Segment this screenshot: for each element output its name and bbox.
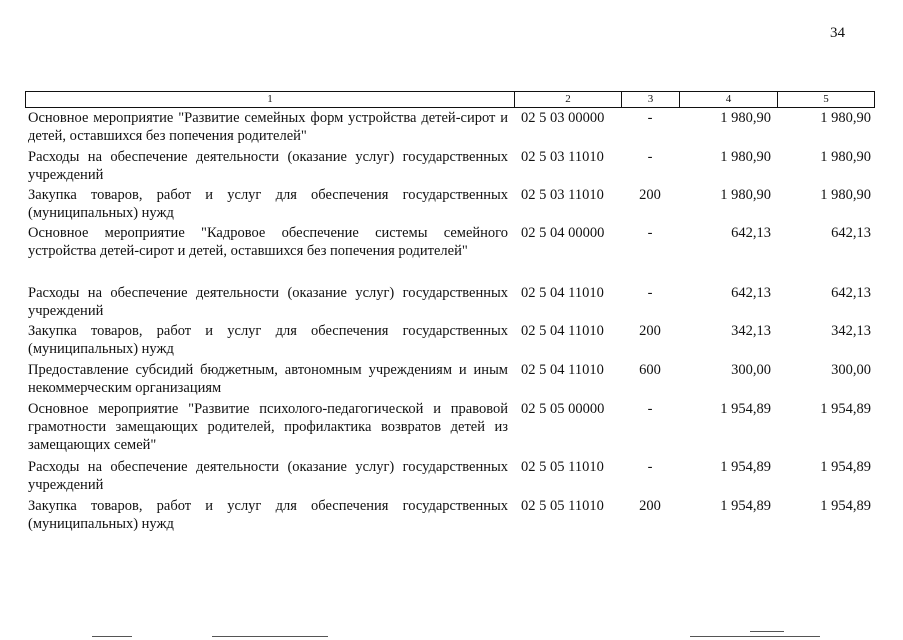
table-row — [25, 224, 874, 284]
footer-rule-center — [212, 636, 328, 637]
row-sum-col4: 642,13 — [731, 225, 771, 241]
row-code: 02 5 03 11010 — [521, 187, 604, 203]
row-code: 02 5 03 11010 — [521, 149, 604, 165]
row-code: 02 5 04 00000 — [521, 225, 605, 241]
footer-rule-left — [92, 636, 132, 637]
row-name: Закупка товаров, работ и услуг для обеспечения государственных (муниципальных) нужд — [28, 187, 508, 221]
row-kind: - — [647, 110, 653, 126]
row-kind: 200 — [639, 498, 661, 514]
row-sum-col5: 342,13 — [831, 323, 871, 339]
row-sum-col4: 300,00 — [731, 362, 771, 378]
row-sum-col5: 1 954,89 — [820, 401, 871, 417]
row-sum-col4: 1 980,90 — [720, 187, 771, 203]
row-sum-col5: 1 954,89 — [820, 498, 871, 514]
row-code: 02 5 05 11010 — [521, 459, 604, 475]
row-name: Предоставление субсидий бюджетным, автономным учреждениям и иным некоммерческим организациям — [28, 362, 508, 396]
table-row — [25, 148, 874, 186]
row-sum-col4: 1 980,90 — [720, 149, 771, 165]
row-kind: 200 — [639, 187, 661, 203]
row-name: Основное мероприятие "Развитие семейных форм устройства детей-сирот и детей, оставшихся без попечения родителей" — [28, 110, 508, 144]
row-sum-col5: 642,13 — [831, 225, 871, 241]
row-code: 02 5 04 11010 — [521, 285, 604, 301]
table-row — [25, 400, 874, 458]
row-name: Расходы на обеспечение деятельности (оказание услуг) государственных учреждений — [28, 459, 508, 493]
budget-table — [25, 109, 874, 535]
row-name: Закупка товаров, работ и услуг для обеспечения государственных (муниципальных) нужд — [28, 498, 508, 532]
table-row — [25, 497, 874, 535]
row-sum-col5: 1 954,89 — [820, 459, 871, 475]
row-sum-col4: 1 954,89 — [720, 459, 771, 475]
table-row — [25, 322, 874, 361]
column-header-5: 5 — [778, 92, 875, 108]
column-header-row — [26, 92, 875, 108]
table-row — [25, 284, 874, 322]
row-kind: - — [647, 285, 653, 301]
row-sum-col4: 1 980,90 — [720, 110, 771, 126]
row-name: Закупка товаров, работ и услуг для обеспечения государственных (муниципальных) нужд — [28, 323, 508, 357]
row-name: Расходы на обеспечение деятельности (оказание услуг) государственных учреждений — [28, 285, 508, 319]
column-header-2: 2 — [515, 92, 622, 108]
row-sum-col5: 1 980,90 — [820, 149, 871, 165]
row-sum-col5: 642,13 — [831, 285, 871, 301]
row-kind: 200 — [639, 323, 661, 339]
row-kind: - — [647, 225, 653, 241]
row-sum-col5: 1 980,90 — [820, 187, 871, 203]
row-code: 02 5 05 00000 — [521, 401, 605, 417]
table-row — [25, 458, 874, 497]
column-header-3: 3 — [622, 92, 680, 108]
row-name: Основное мероприятие "Кадровое обеспечение системы семейного устройства детей-сирот и детей, оставшихся без попечения родителей" — [28, 225, 508, 259]
footer-rule-right-short — [750, 631, 784, 632]
page-number: 34 — [830, 25, 845, 41]
column-header-4: 4 — [680, 92, 778, 108]
table-row — [25, 109, 874, 148]
table-row — [25, 186, 874, 224]
row-code: 02 5 04 11010 — [521, 362, 604, 378]
footer-rule-right — [690, 636, 820, 637]
row-code: 02 5 05 11010 — [521, 498, 604, 514]
row-name: Расходы на обеспечение деятельности (оказание услуг) государственных учреждений — [28, 149, 508, 183]
row-code: 02 5 04 11010 — [521, 323, 604, 339]
row-kind: 600 — [639, 362, 661, 378]
row-kind: - — [647, 401, 653, 417]
row-kind: - — [647, 459, 653, 475]
column-header-table — [25, 91, 875, 108]
row-sum-col4: 1 954,89 — [720, 498, 771, 514]
row-sum-col4: 1 954,89 — [720, 401, 771, 417]
table-row — [25, 361, 874, 400]
column-header-1: 1 — [26, 92, 515, 108]
row-sum-col4: 342,13 — [731, 323, 771, 339]
row-sum-col5: 1 980,90 — [820, 110, 871, 126]
row-name: Основное мероприятие "Развитие психолого-педагогической и правовой грамотности замещающих родителей, профилактика возвратов детей из замещающих семей" — [28, 401, 508, 453]
row-sum-col4: 642,13 — [731, 285, 771, 301]
row-code: 02 5 03 00000 — [521, 110, 605, 126]
row-kind: - — [647, 149, 653, 165]
row-sum-col5: 300,00 — [831, 362, 871, 378]
